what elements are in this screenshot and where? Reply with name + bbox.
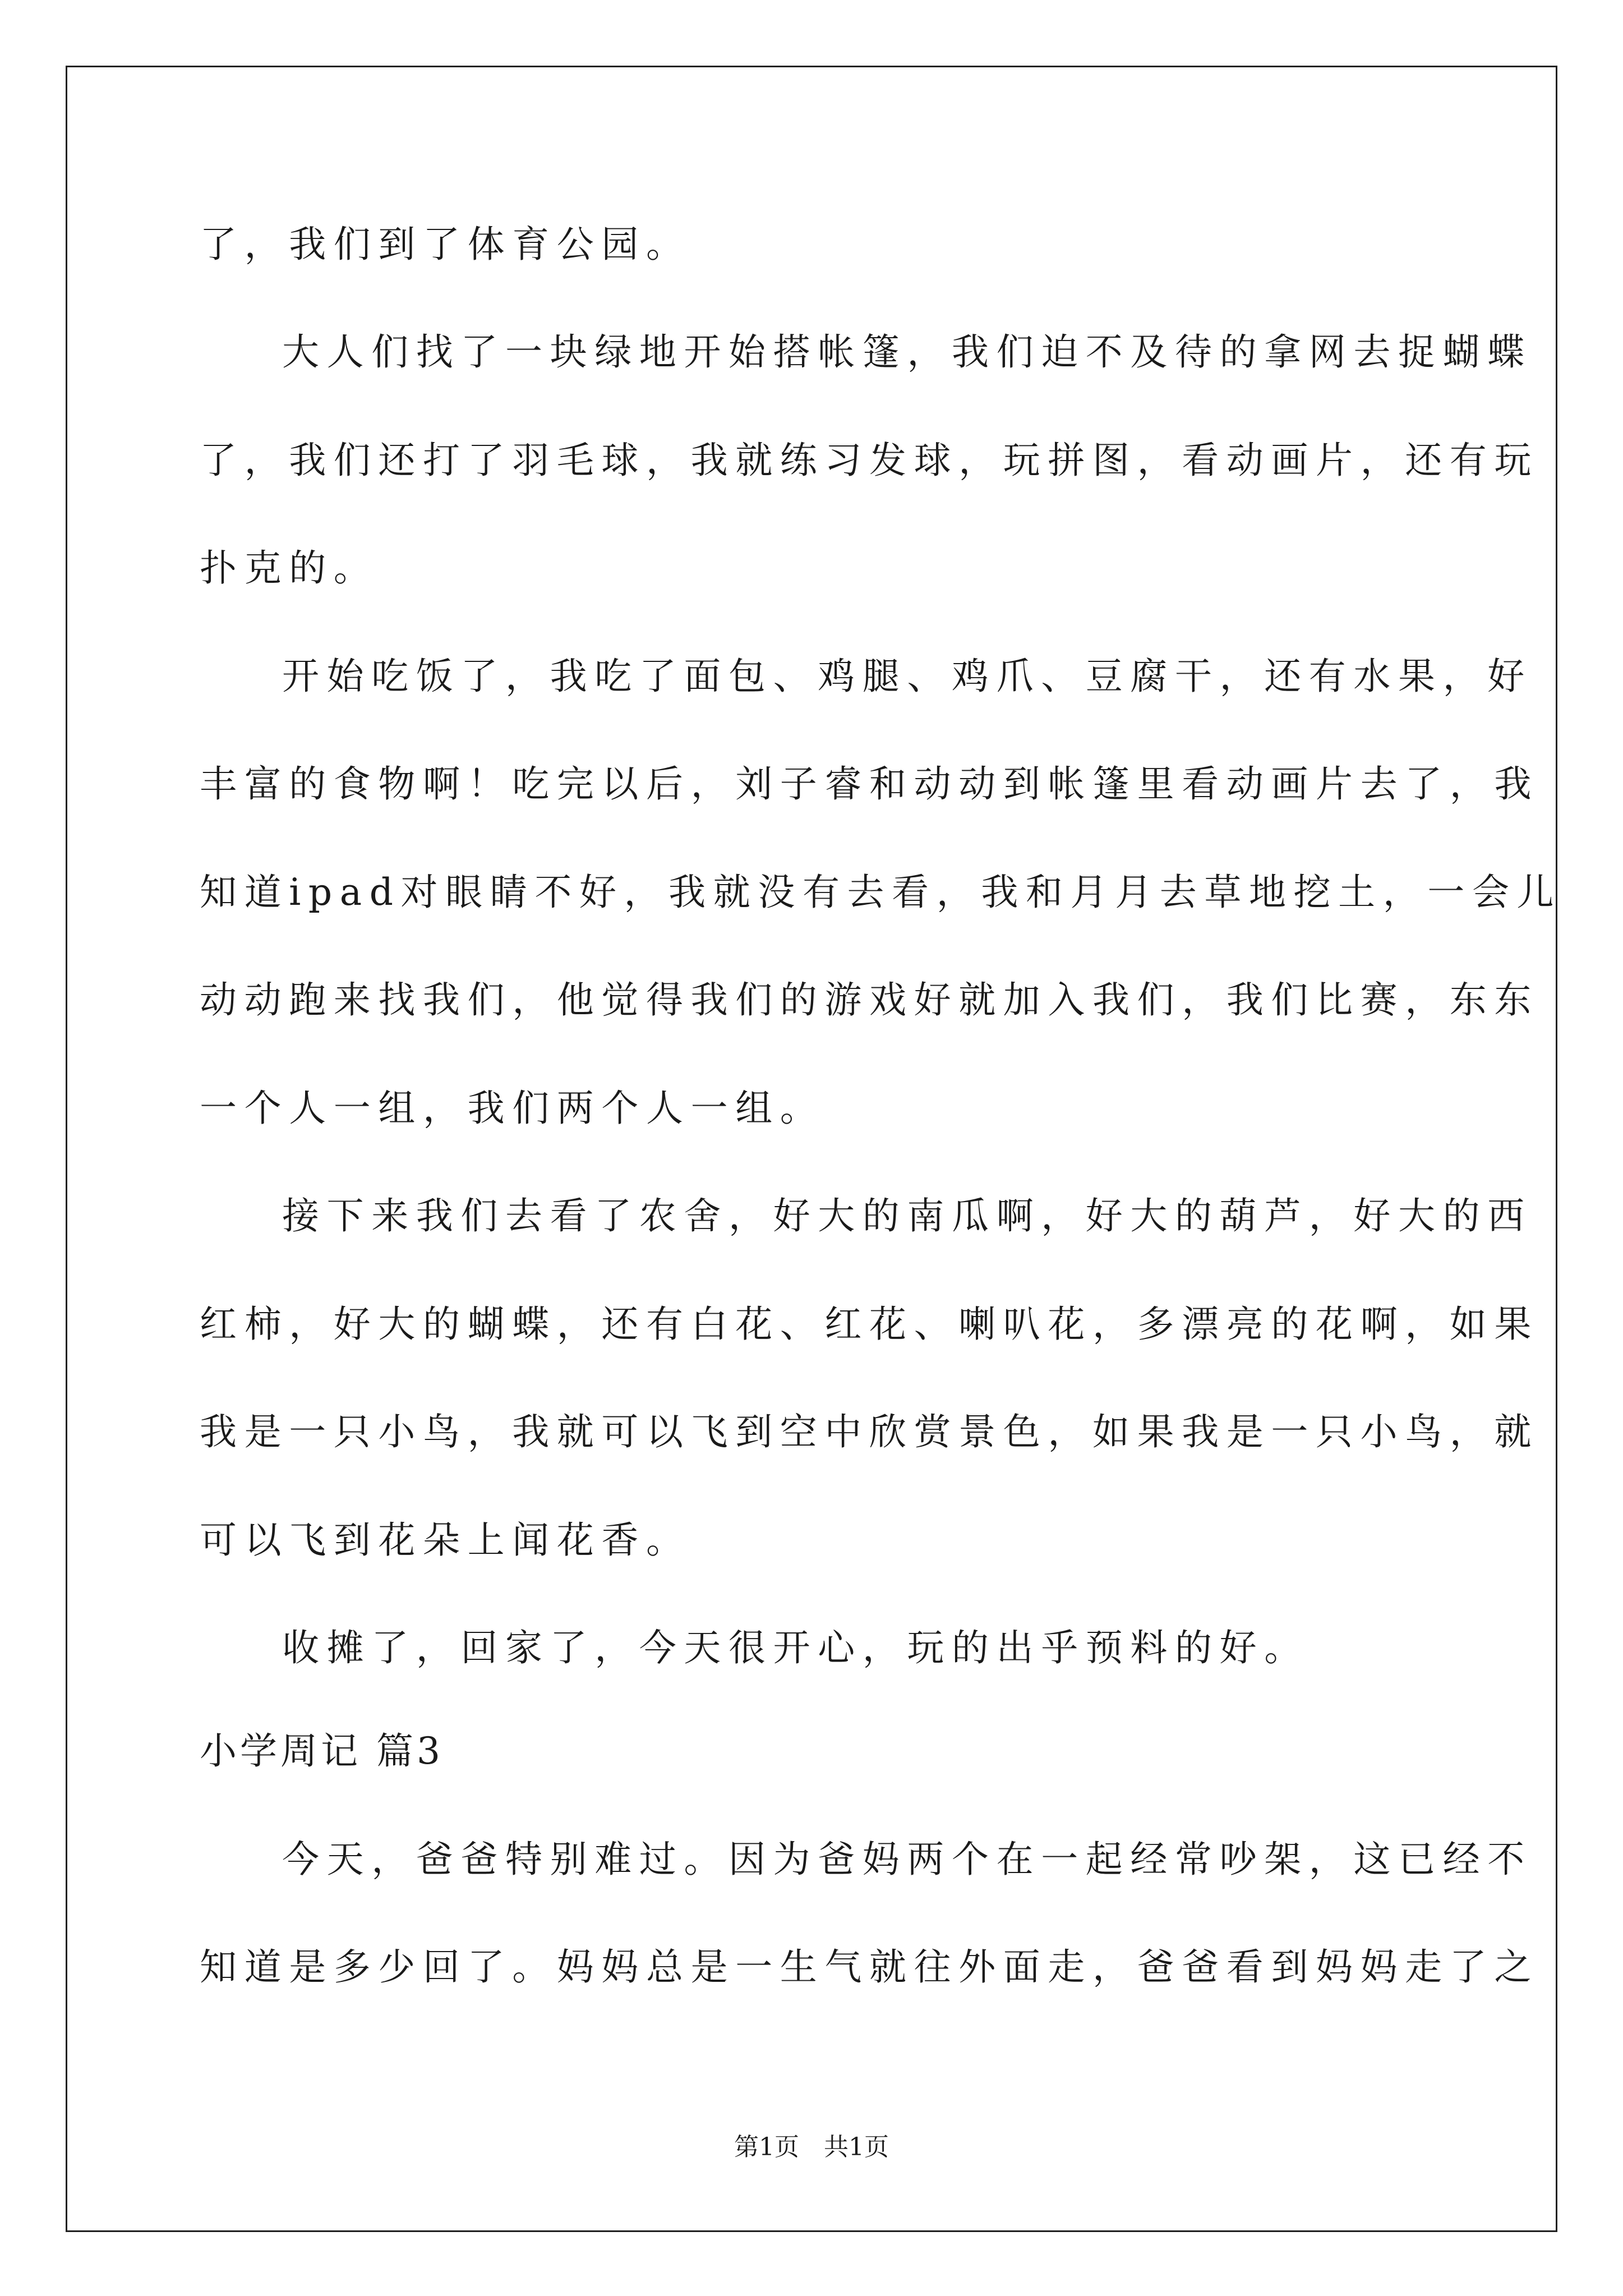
text-line: 开始吃饭了，我吃了面包、鸡腿、鸡爪、豆腐干，还有水果，好 [282, 655, 1532, 698]
text-line: 了，我们还打了羽毛球，我就练习发球，玩拼图，看动画片，还有玩 [200, 439, 1539, 482]
text-line: 动动跑来找我们，他觉得我们的游戏好就加入我们，我们比赛，东东 [200, 978, 1539, 1022]
text-line: 收摊了，回家了，今天很开心，玩的出乎预料的好。 [282, 1626, 1309, 1669]
section-heading: 小学周记 篇3 [200, 1729, 444, 1773]
text-line: 知道ipad对眼睛不好，我就没有去看，我和月月去草地挖土，一会儿 [200, 871, 1562, 914]
text-line: 扑克的。 [200, 546, 379, 590]
text-line: 红柿，好大的蝴蝶，还有白花、红花、喇叭花，多漂亮的花啊，如果 [200, 1303, 1539, 1346]
page-footer: 第1页 共1页 [734, 2133, 889, 2161]
text-line: 丰富的食物啊！吃完以后，刘子睿和动动到帐篷里看动画片去了，我 [200, 762, 1539, 806]
text-line: 可以飞到花朵上闻花香。 [200, 1519, 691, 1562]
text-line: 了，我们到了体育公园。 [200, 223, 691, 266]
text-line: 知道是多少回了。妈妈总是一生气就往外面走，爸爸看到妈妈走了之 [200, 1945, 1539, 1989]
text-line: 一个人一组，我们两个人一组。 [200, 1087, 825, 1130]
text-line: 今天，爸爸特别难过。因为爸妈两个在一起经常吵架，这已经不 [282, 1838, 1532, 1881]
page-border [66, 66, 1557, 2232]
text-line: 大人们找了一块绿地开始搭帐篷，我们迫不及待的拿网去捉蝴蝶 [282, 330, 1532, 374]
text-line: 接下来我们去看了农舍，好大的南瓜啊，好大的葫芦，好大的西 [282, 1194, 1532, 1237]
text-line: 我是一只小鸟，我就可以飞到空中欣赏景色，如果我是一只小鸟，就 [200, 1410, 1539, 1453]
